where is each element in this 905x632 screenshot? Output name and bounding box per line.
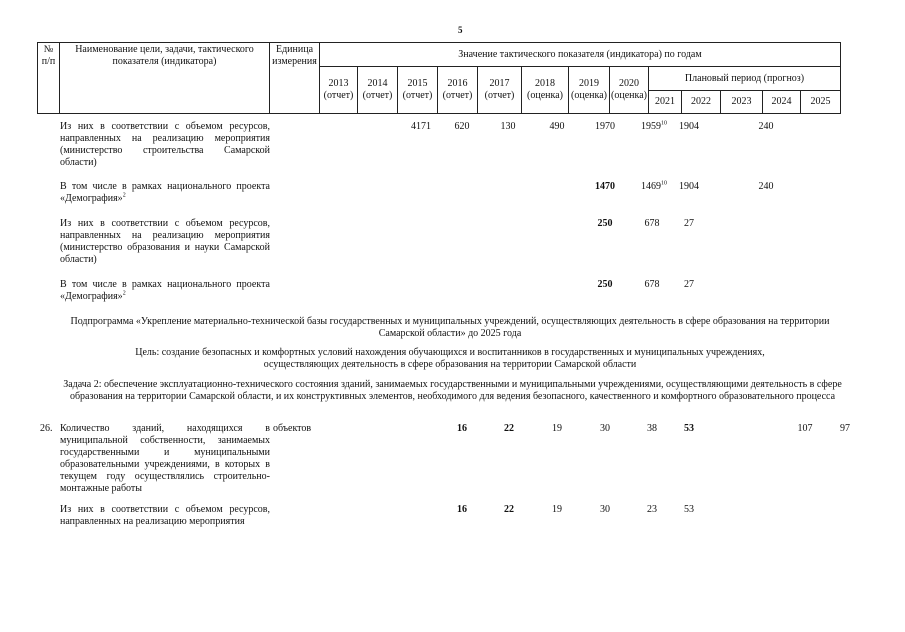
value-2017: 19 [552,504,562,515]
value-2021: 1904 [679,181,699,192]
value-2017: 130 [500,121,516,132]
value-2018: 30 [600,423,610,434]
value-2018: 30 [600,504,610,515]
indicator-row-text: Из них в соответствии с объемом ресурсов, направленных на реализацию мероприятия (министерство образования и науки Самарской области) [60,218,270,265]
value-2023: 240 [758,181,774,192]
value-2016: 22 [504,504,514,515]
value-2019: 38 [647,423,657,434]
plan-year-header: 2023 [721,91,763,114]
value-2021: 1904 [679,121,699,132]
value-2023: 240 [758,121,774,132]
year-header: 2019 (оценка) [569,67,610,114]
indicator-row-text: Из них в соответствии с объемом ресурсов, направленных на реализацию мероприятия (министерство строительства Самарской области) [60,121,270,168]
value-2025: 97 [840,423,850,434]
indicator-row-text: Из них в соответствии с объемом ресурсов, направленных на реализацию мероприятия [60,504,270,527]
plan-year-header: 2024 [763,91,801,114]
indicator-row-text: В том числе в рамках национального проекта «Демография»$^2$ [60,181,270,204]
value-2024: 107 [797,423,813,434]
year-header: 2014 (отчет) [358,67,398,114]
year-header: 2016 (отчет) [438,67,478,114]
value-2020: 53 [684,504,694,515]
col-values-header: Значение тактического показателя (индикатора) по годам [320,43,841,67]
value-2017: 19 [552,423,562,434]
task-text: Задача 2: обеспечение эксплуатационно-технического состояния зданий, занимаемых государственными и муниципальными учреждениями, осуществляющими деятельность в сфере образования на территории Самарской области, и их конструктивных элементов, необходимого для ведения безопасного, качественного и комфортного образовательного процесса [63,379,842,402]
value-2021: 27 [684,279,694,290]
value-2020: 1469$^{10}$ [641,180,667,192]
indicator-row-text: Количество зданий, находящихся в муниципальной собственности, занимаемых государственными и муниципальными образовательными учреждениями, в которых в текущем году осуществлялись строительно-монтажные работы [60,423,270,494]
value-2019: 250 [597,279,613,290]
col-name-header: Наименование цели, задачи, тактического показателя (индикатора) [60,43,270,114]
value-2019: 23 [647,504,657,515]
value-2018: 490 [549,121,565,132]
plan-year-header: 2021 [649,91,682,114]
unit-cell: объектов [273,423,312,434]
plan-period-header: Плановый период (прогноз) [649,67,841,91]
page-number: 5 [458,25,463,35]
row-number: 26. [40,423,53,434]
value-2016: 620 [454,121,470,132]
value-2019: 1970 [595,121,615,132]
value-2019: 1470 [595,181,615,192]
value-2020: 53 [684,423,694,434]
value-2020: 1959$^{10}$ [641,120,667,132]
col-unit-header: Единица измерения [270,43,320,114]
year-header: 2020 (оценка) [610,67,649,114]
value-2015: 16 [457,504,467,515]
value-2019: 250 [597,218,613,229]
plan-year-header: 2022 [682,91,721,114]
indicator-table-header [37,42,841,114]
value-2020: 678 [644,218,660,229]
value-2015: 16 [457,423,467,434]
value-2016: 22 [504,423,514,434]
value-2021: 27 [684,218,694,229]
plan-year-header: 2025 [801,91,841,114]
goal-text: Цель: создание безопасных и комфортных условий нахождения обучающихся и воспитанников в государственных и муниципальных учреждениях, осуществляющих деятельность в сфере образования на территории Самарской области [135,347,765,370]
year-header: 2015 (отчет) [398,67,438,114]
indicator-row-text: В том числе в рамках национального проекта «Демография»$^2$ [60,279,270,302]
year-header: 2013 (отчет) [320,67,358,114]
year-header: 2018 (оценка) [522,67,569,114]
year-header: 2017 (отчет) [478,67,522,114]
value-2020: 678 [644,279,660,290]
value-2015: 4171 [411,121,431,132]
subprogram-title: Подпрограмма «Укрепление материально-технической базы государственных и муниципальных учреждений, осуществляющих деятельность в сфере образования на территории Самарской области» до 2025 года [70,316,830,339]
col-number-header: № п/п [38,43,60,114]
